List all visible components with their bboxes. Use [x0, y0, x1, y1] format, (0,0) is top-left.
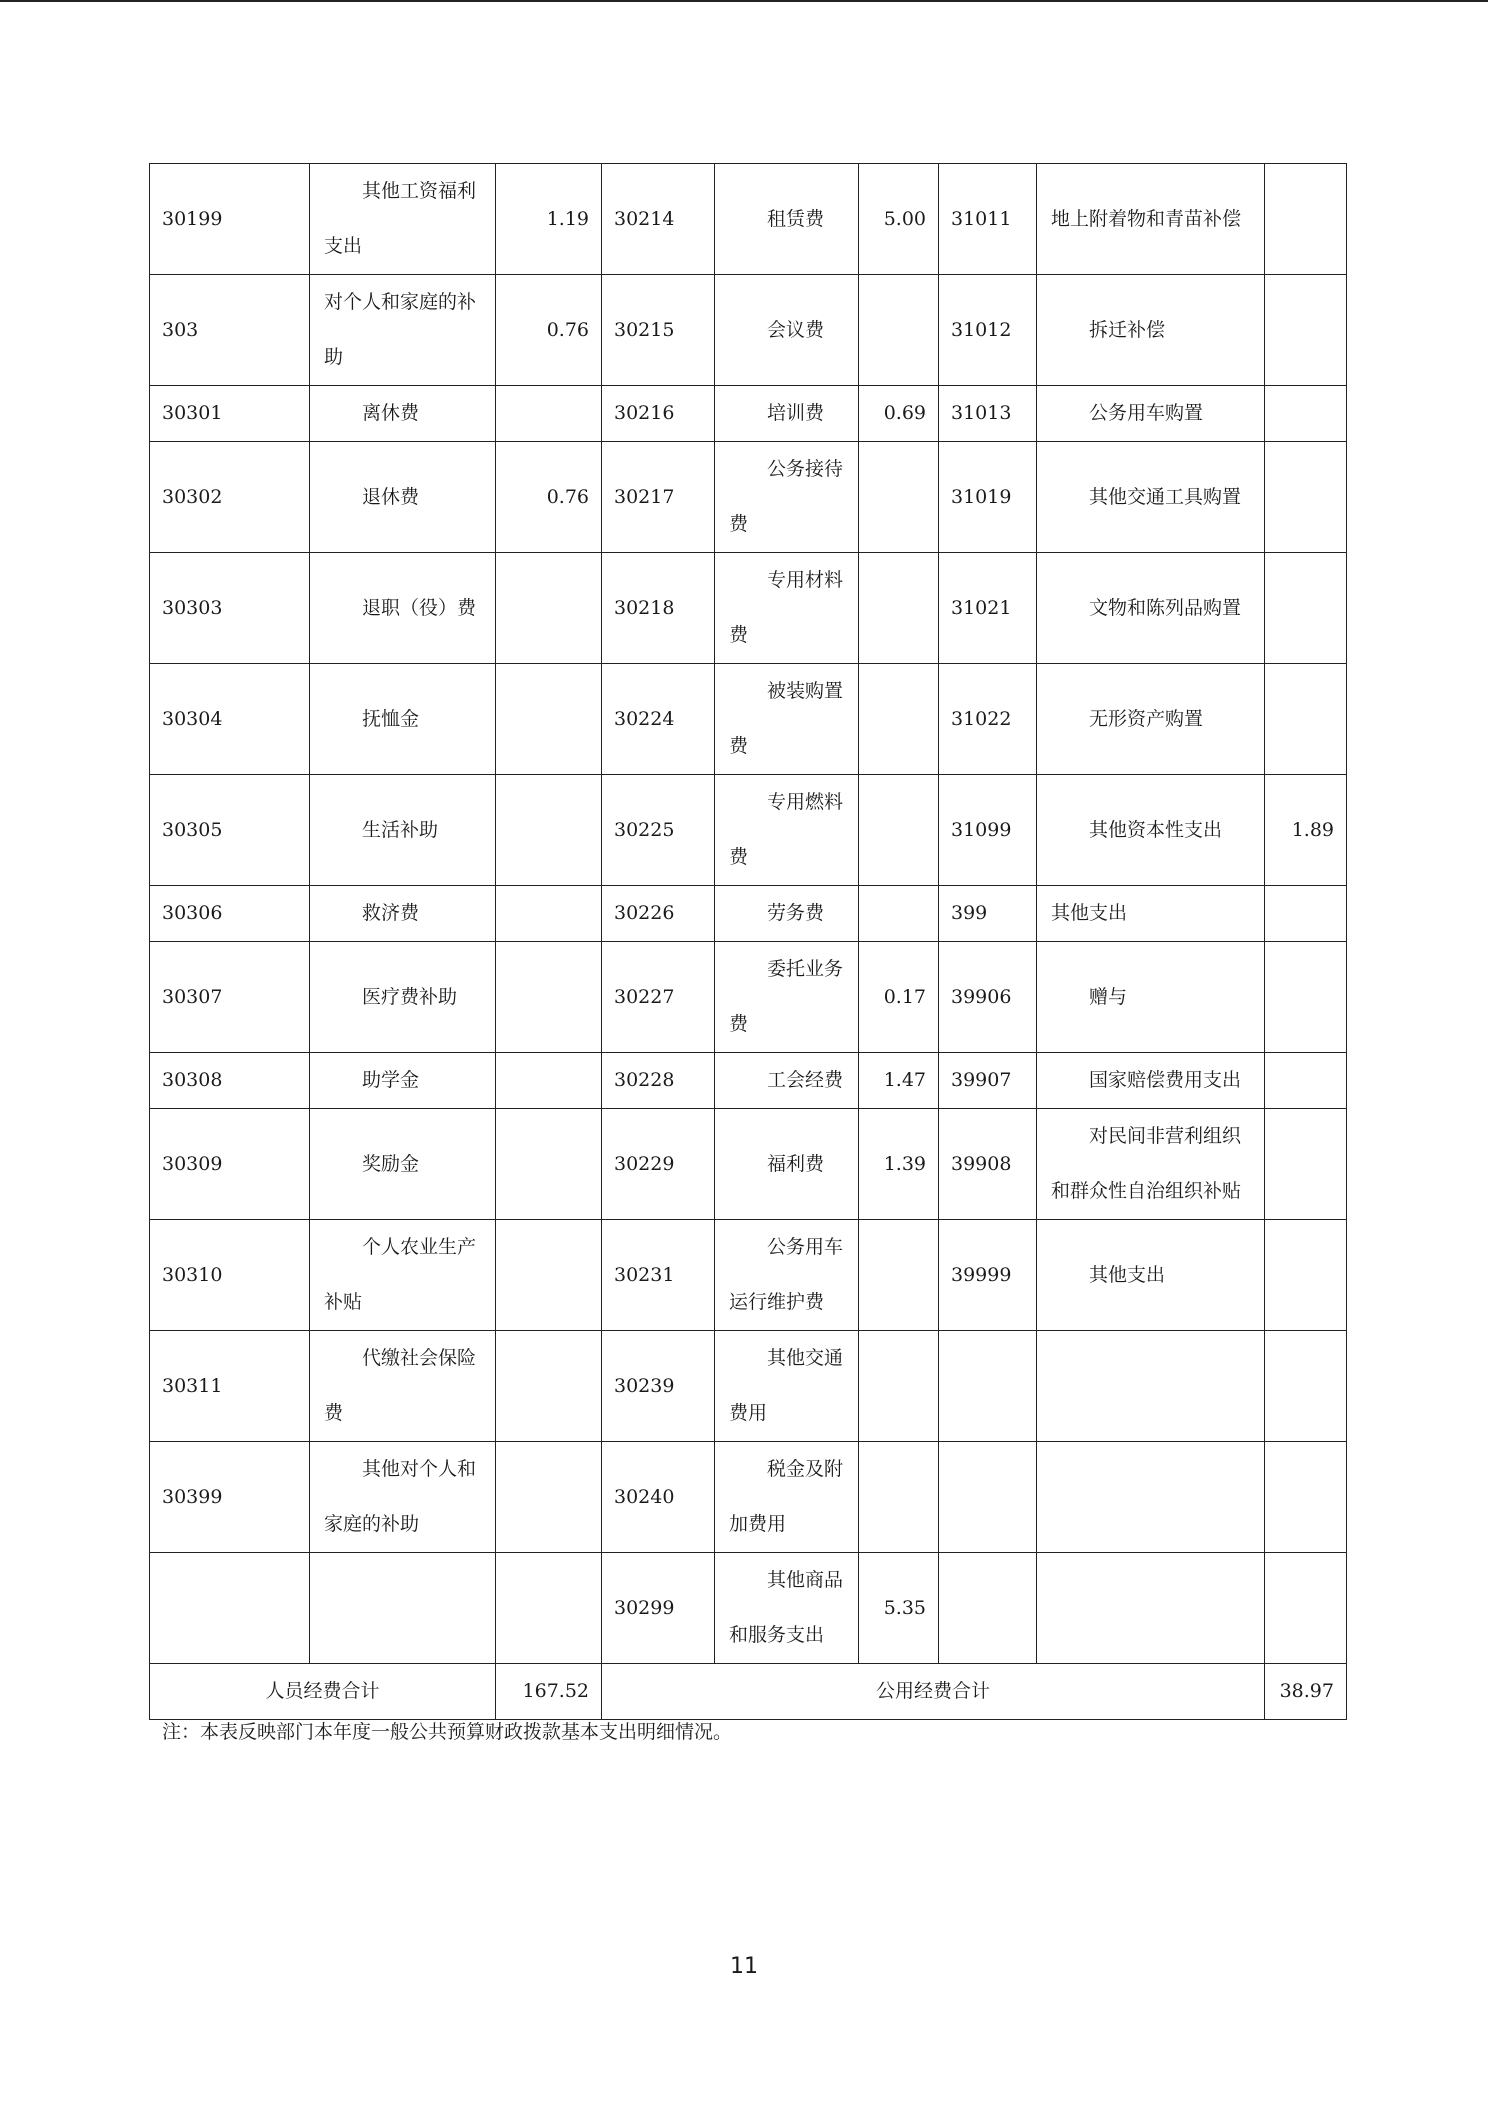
amount-cell [1265, 886, 1347, 942]
amount-cell [1265, 1331, 1347, 1442]
name-cell: 其他对个人和家庭的补助 [310, 1442, 496, 1553]
table-row [150, 275, 1347, 386]
amount-cell [1265, 1220, 1347, 1331]
amount-cell [496, 386, 602, 442]
name-cell: 奖励金 [310, 1109, 496, 1220]
name-cell: 租赁费 [715, 164, 859, 275]
amount-cell [859, 1220, 939, 1331]
name-cell: 其他商品和服务支出 [715, 1553, 859, 1664]
totals-row [150, 1664, 1347, 1720]
amount-cell [1265, 164, 1347, 275]
name-cell: 培训费 [715, 386, 859, 442]
name-cell: 其他交通工具购置 [1037, 442, 1265, 553]
table-row [150, 386, 1347, 442]
table-row [150, 1220, 1347, 1331]
code-cell: 31013 [939, 386, 1037, 442]
amount-cell [1265, 1442, 1347, 1553]
amount-cell: 1.47 [859, 1053, 939, 1109]
name-cell: 个人农业生产补贴 [310, 1220, 496, 1331]
amount-cell [859, 775, 939, 886]
amount-cell [496, 1442, 602, 1553]
public-total-value: 38.97 [1265, 1664, 1347, 1720]
code-cell: 30299 [602, 1553, 715, 1664]
name-cell: 离休费 [310, 386, 496, 442]
name-cell: 赠与 [1037, 942, 1265, 1053]
table-row [150, 553, 1347, 664]
name-cell: 对民间非营利组织和群众性自治组织补贴 [1037, 1109, 1265, 1220]
amount-cell [859, 1442, 939, 1553]
amount-cell: 0.69 [859, 386, 939, 442]
amount-cell [496, 664, 602, 775]
amount-cell [1265, 386, 1347, 442]
amount-cell [496, 553, 602, 664]
name-cell: 专用燃料费 [715, 775, 859, 886]
table-row [150, 942, 1347, 1053]
name-cell: 文物和陈列品购置 [1037, 553, 1265, 664]
name-cell: 委托业务费 [715, 942, 859, 1053]
amount-cell [859, 886, 939, 942]
amount-cell [496, 886, 602, 942]
amount-cell [496, 1220, 602, 1331]
basic-expenditure-table [149, 163, 1347, 1720]
amount-cell [496, 942, 602, 1053]
name-cell: 退休费 [310, 442, 496, 553]
code-cell: 30303 [150, 553, 310, 664]
amount-cell [859, 664, 939, 775]
code-cell: 30231 [602, 1220, 715, 1331]
name-cell: 代缴社会保险费 [310, 1331, 496, 1442]
code-cell: 30214 [602, 164, 715, 275]
code-cell: 30304 [150, 664, 310, 775]
name-cell: 专用材料费 [715, 553, 859, 664]
amount-cell [1265, 442, 1347, 553]
name-cell: 工会经费 [715, 1053, 859, 1109]
amount-cell [859, 553, 939, 664]
code-cell: 39907 [939, 1053, 1037, 1109]
name-cell: 税金及附加费用 [715, 1442, 859, 1553]
name-cell: 对个人和家庭的补助 [310, 275, 496, 386]
name-cell: 其他工资福利支出 [310, 164, 496, 275]
name-cell: 其他资本性支出 [1037, 775, 1265, 886]
name-cell: 拆迁补偿 [1037, 275, 1265, 386]
code-cell: 30227 [602, 942, 715, 1053]
code-cell: 31012 [939, 275, 1037, 386]
name-cell: 会议费 [715, 275, 859, 386]
code-cell: 399 [939, 886, 1037, 942]
table-row [150, 1053, 1347, 1109]
amount-cell: 1.89 [1265, 775, 1347, 886]
name-cell: 医疗费补助 [310, 942, 496, 1053]
code-cell [939, 1553, 1037, 1664]
amount-cell: 5.00 [859, 164, 939, 275]
name-cell: 地上附着物和青苗补偿 [1037, 164, 1265, 275]
amount-cell [1265, 942, 1347, 1053]
name-cell [1037, 1331, 1265, 1442]
code-cell: 31021 [939, 553, 1037, 664]
top-border-line [0, 0, 1488, 2]
code-cell: 30305 [150, 775, 310, 886]
code-cell: 30306 [150, 886, 310, 942]
code-cell [939, 1442, 1037, 1553]
code-cell: 39908 [939, 1109, 1037, 1220]
name-cell: 公务用车购置 [1037, 386, 1265, 442]
amount-cell [496, 1053, 602, 1109]
code-cell: 30216 [602, 386, 715, 442]
code-cell: 31011 [939, 164, 1037, 275]
table-row [150, 1442, 1347, 1553]
table-row [150, 775, 1347, 886]
table-body [150, 164, 1347, 1664]
name-cell: 公务接待费 [715, 442, 859, 553]
name-cell: 其他支出 [1037, 886, 1265, 942]
amount-cell: 0.17 [859, 942, 939, 1053]
table-row [150, 1109, 1347, 1220]
code-cell [939, 1331, 1037, 1442]
amount-cell: 1.39 [859, 1109, 939, 1220]
name-cell [1037, 1442, 1265, 1553]
code-cell: 31099 [939, 775, 1037, 886]
name-cell: 生活补助 [310, 775, 496, 886]
code-cell: 30308 [150, 1053, 310, 1109]
code-cell: 30218 [602, 553, 715, 664]
name-cell: 救济费 [310, 886, 496, 942]
name-cell: 抚恤金 [310, 664, 496, 775]
amount-cell [496, 775, 602, 886]
code-cell: 30217 [602, 442, 715, 553]
amount-cell [496, 1331, 602, 1442]
code-cell: 31022 [939, 664, 1037, 775]
code-cell: 30224 [602, 664, 715, 775]
code-cell: 30215 [602, 275, 715, 386]
name-cell [1037, 1553, 1265, 1664]
amount-cell [1265, 664, 1347, 775]
amount-cell [496, 1109, 602, 1220]
code-cell: 30240 [602, 1442, 715, 1553]
code-cell: 30226 [602, 886, 715, 942]
code-cell: 30301 [150, 386, 310, 442]
page-number: 11 [730, 1954, 758, 1979]
amount-cell [1265, 1553, 1347, 1664]
code-cell: 30229 [602, 1109, 715, 1220]
code-cell: 31019 [939, 442, 1037, 553]
code-cell: 30199 [150, 164, 310, 275]
amount-cell: 0.76 [496, 275, 602, 386]
table-note: 注：本表反映部门本年度一般公共预算财政拨款基本支出明细情况。 [162, 1721, 733, 1743]
amount-cell [859, 442, 939, 553]
amount-cell: 0.76 [496, 442, 602, 553]
name-cell [310, 1553, 496, 1664]
code-cell: 303 [150, 275, 310, 386]
amount-cell [859, 275, 939, 386]
name-cell: 公务用车运行维护费 [715, 1220, 859, 1331]
amount-cell [1265, 1109, 1347, 1220]
name-cell: 劳务费 [715, 886, 859, 942]
code-cell: 30225 [602, 775, 715, 886]
name-cell: 助学金 [310, 1053, 496, 1109]
table-row [150, 1331, 1347, 1442]
name-cell: 其他支出 [1037, 1220, 1265, 1331]
code-cell: 30239 [602, 1331, 715, 1442]
code-cell: 30228 [602, 1053, 715, 1109]
amount-cell [496, 1553, 602, 1664]
code-cell: 30399 [150, 1442, 310, 1553]
table-row [150, 664, 1347, 775]
table-row [150, 1553, 1347, 1664]
amount-cell: 5.35 [859, 1553, 939, 1664]
code-cell: 30310 [150, 1220, 310, 1331]
table-row [150, 164, 1347, 275]
personnel-total-label: 人员经费合计 [150, 1664, 496, 1720]
name-cell: 福利费 [715, 1109, 859, 1220]
code-cell: 30302 [150, 442, 310, 553]
personnel-total-value: 167.52 [496, 1664, 602, 1720]
amount-cell [1265, 275, 1347, 386]
table-row [150, 442, 1347, 553]
code-cell [150, 1553, 310, 1664]
amount-cell [859, 1331, 939, 1442]
public-total-label: 公用经费合计 [602, 1664, 1265, 1720]
code-cell: 39906 [939, 942, 1037, 1053]
code-cell: 30309 [150, 1109, 310, 1220]
name-cell: 退职（役）费 [310, 553, 496, 664]
table-row [150, 886, 1347, 942]
name-cell: 无形资产购置 [1037, 664, 1265, 775]
amount-cell [1265, 553, 1347, 664]
name-cell: 国家赔偿费用支出 [1037, 1053, 1265, 1109]
code-cell: 30311 [150, 1331, 310, 1442]
code-cell: 30307 [150, 942, 310, 1053]
code-cell: 39999 [939, 1220, 1037, 1331]
amount-cell: 1.19 [496, 164, 602, 275]
name-cell: 被装购置费 [715, 664, 859, 775]
amount-cell [1265, 1053, 1347, 1109]
name-cell: 其他交通费用 [715, 1331, 859, 1442]
